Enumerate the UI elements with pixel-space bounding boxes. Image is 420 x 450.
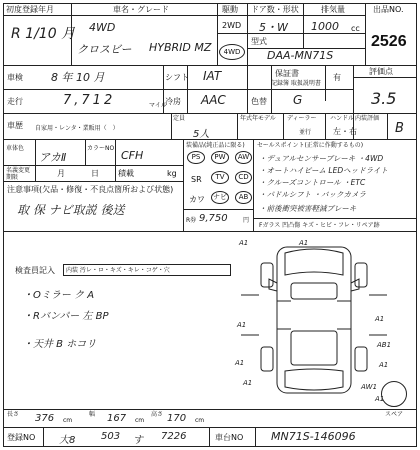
sales-points-label: セールスポイント(正常に作動するもの) <box>257 142 364 149</box>
notes-text: 取 保 ナビ取説 後送 <box>17 203 125 217</box>
warranty-value: 有 <box>333 73 341 82</box>
equipment-label: 装備品(純正品に限る) <box>186 142 245 149</box>
drive-circled: 4WD <box>219 44 245 60</box>
height-value: 170 <box>167 413 187 424</box>
damage-mark-8: A1 <box>379 361 389 369</box>
sales-line-3: ・クルーズコントロール ・ETC <box>259 178 366 187</box>
equipment-cd: CD <box>235 171 252 184</box>
first-reg-value: R 1/10 月 <box>11 26 76 42</box>
handle-value: 左・右 <box>333 127 357 136</box>
sales-line-2: ・オートハイビーム LEDヘッドライト <box>259 166 388 175</box>
length-value: 376 <box>35 413 55 424</box>
width-value: 167 <box>107 413 127 424</box>
load-unit: kg <box>167 169 177 178</box>
auction-sheet <box>3 3 417 447</box>
grade: HYBRID MZ <box>149 41 212 54</box>
mileage-unit: マイル <box>149 102 167 109</box>
name-change-label: 名義変更期限 <box>6 167 31 181</box>
interior-label: 内装評価 <box>355 115 380 122</box>
inspector-line-3: ・天井 B ホコリ <box>23 339 97 350</box>
spare-tire-icon <box>381 381 407 407</box>
chassis-value: MN71S-146096 <box>271 430 356 443</box>
warranty-sub: 記録簿 取扱説明書 <box>271 80 321 87</box>
name-change-month: 月 <box>57 169 65 178</box>
inspector-options: 内装 汚レ・ロ・キズ・キレ・コゲ・穴 <box>66 267 170 274</box>
color-code-value: CFH <box>121 149 144 162</box>
damage-mark-4: A1 <box>235 359 245 367</box>
length-label: 長さ <box>7 411 20 418</box>
equipment-navi: ナビ <box>211 191 229 204</box>
model-value: DAA-MN71S <box>267 49 334 62</box>
capacity-value: 5人 <box>193 129 210 140</box>
score-value: 3.5 <box>371 89 397 108</box>
damage-mark-2: A1 <box>299 239 309 247</box>
damage-mark-9: AW1 <box>361 383 378 391</box>
drive-text: 4WD <box>89 21 116 34</box>
drive-label: 駆動 <box>222 5 238 14</box>
equipment-aw: AW <box>235 151 252 164</box>
door-label: ドア数・形状 <box>251 5 299 14</box>
registration-value-4: 7226 <box>161 431 187 442</box>
sales-line-5: ・前後衝突被害軽減ブレーキ <box>259 204 357 213</box>
inspection-value: 8 年 10 月 <box>51 71 105 84</box>
width-unit: cm <box>135 417 145 424</box>
car-name: クロスビー <box>77 43 132 56</box>
damage-mark-5: A1 <box>243 379 253 387</box>
notes-label: 注意事項(欠品・修復・不良点箇所および状態) <box>7 185 174 194</box>
color-code-label: カラーNO <box>87 145 115 152</box>
body-color-value: アカⅡ <box>39 151 67 164</box>
registration-value-3: す <box>133 435 143 446</box>
sales-line-1: ・デュアルセンサーブレーキ ・4WD <box>259 154 384 163</box>
interior-value: B <box>395 121 404 136</box>
sales-line-4: ・パドルシフト ・バックカメラ <box>259 190 367 199</box>
damage-mark-6: A1 <box>375 315 385 323</box>
dealer-sub: 並行 <box>299 129 312 136</box>
lot-value: 2526 <box>371 33 407 50</box>
damage-mark-3: A1 <box>237 321 247 329</box>
year-model-label: 年式年モデル <box>240 115 276 122</box>
mileage-value: 7,712 <box>63 93 116 108</box>
ac-label: 冷房 <box>165 97 181 106</box>
damage-mark-7: AB1 <box>377 341 392 349</box>
damage-mark-1: A1 <box>239 239 249 247</box>
recycle-label: R券 <box>186 217 197 224</box>
inspector-line-2: ・Rバンパー 左 BP <box>23 311 109 322</box>
registration-value-2: 503 <box>101 431 121 442</box>
displacement-label: 排気量 <box>321 5 345 14</box>
registration-label: 登録NO <box>7 433 36 442</box>
handle-label: ハンドル <box>330 115 355 122</box>
name-change-day: 日 <box>91 169 99 178</box>
equipment-leather: カワ <box>189 195 205 204</box>
spare-label: スペア <box>385 411 404 418</box>
body-color-label: 車体色 <box>6 145 25 152</box>
equipment-ps: PS <box>187 151 205 164</box>
drive-value: 2WD <box>222 21 242 30</box>
equipment-pw: PW <box>211 151 229 164</box>
height-label: 高さ <box>151 411 164 418</box>
door-value: 5・W <box>259 21 288 34</box>
color-change-label: 色替 <box>251 97 267 106</box>
color-change-value: G <box>293 93 303 107</box>
width-label: 幅 <box>89 411 96 418</box>
ac-value: AAC <box>201 93 226 107</box>
damage-mark-10: A1 <box>375 395 385 403</box>
car-diagram <box>239 235 392 405</box>
displacement-unit: cc <box>351 24 360 33</box>
capacity-label: 定員 <box>173 115 186 122</box>
length-unit: cm <box>63 417 73 424</box>
history-options: 自家用・レンタ・業販用（ ） <box>35 125 119 132</box>
dealer-label: ディーラー <box>287 115 317 122</box>
model-label: 型式 <box>251 37 267 46</box>
warranty-label: 保証書 <box>275 69 299 78</box>
recycle-value: 9,750 <box>199 213 228 224</box>
score-label: 評価点 <box>369 67 393 76</box>
displacement-value: 1000 <box>311 20 339 33</box>
recycle-unit: 円 <box>243 217 250 224</box>
car-name-label: 車名・グレード <box>113 5 169 14</box>
equipment-sr: SR <box>191 175 202 184</box>
load-label: 積載 <box>118 169 134 178</box>
inspection-label: 車検 <box>7 73 23 82</box>
inspector-label: 検査員記入 <box>15 266 55 275</box>
shift-value: IAT <box>203 69 222 83</box>
shift-label: シフト <box>165 73 189 82</box>
height-unit: cm <box>195 417 205 424</box>
lot-label: 出品NO. <box>373 5 404 14</box>
equipment-tv: TV <box>211 171 229 184</box>
mileage-label: 走行 <box>7 97 23 106</box>
inspector-line-1: ・Oミラー ク A <box>23 290 95 301</box>
chassis-label: 車台NO <box>215 433 244 442</box>
first-reg-label: 初度登録年月 <box>6 5 54 14</box>
glass-footer: Fガラス 凹凸傷 キズ・ヒビ・フレ・リペア跡 <box>259 222 380 229</box>
registration-value-1: 大8 <box>59 435 76 446</box>
equipment-ab: AB <box>235 191 252 204</box>
history-label: 車歴 <box>7 121 23 130</box>
